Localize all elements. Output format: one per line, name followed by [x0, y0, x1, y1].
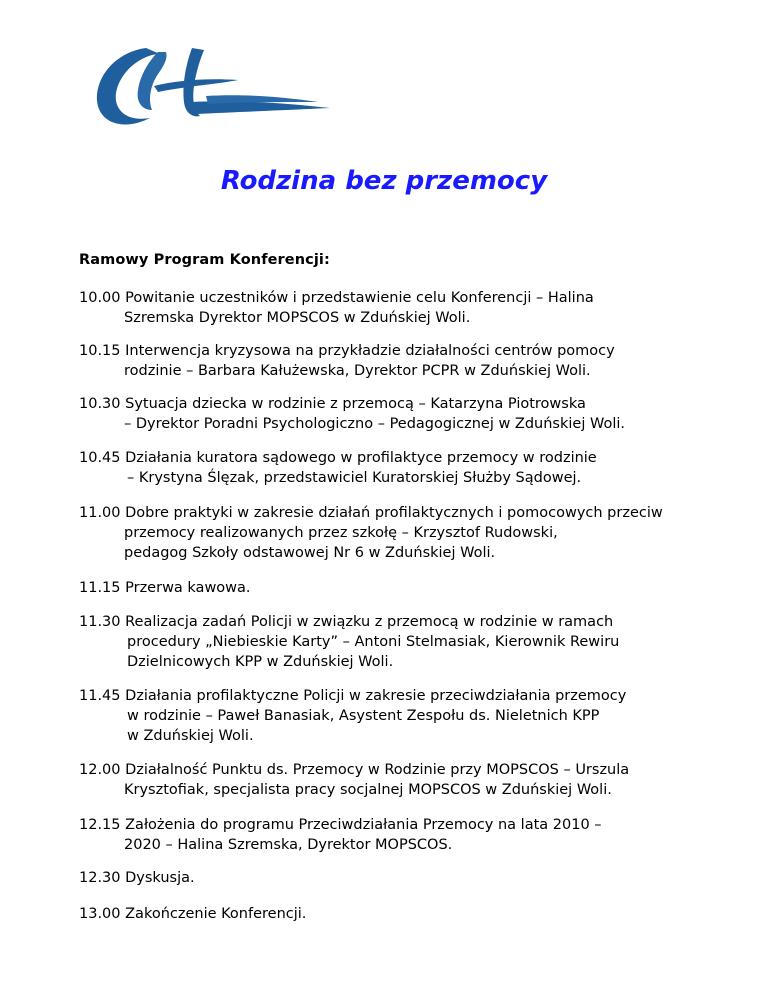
logo-brush-mark [88, 40, 333, 140]
program-item: 11.15 Przerwa kawowa. [79, 580, 251, 596]
program-item: 11.30 Realizacja zadań Policji w związku z przemocą w rodzinie w ramach procedury „Niebieskie Karty” – Antoni Stelmasiak, Kierownik Rewiru Dzielnicowych KPP w Zduńskiej Woli. [79, 614, 620, 670]
program-item: 12.15 Założenia do programu Przeciwdziałania Przemocy na lata 2010 – 2020 – Halina Szremska, Dyrektor MOPSCOS. [79, 817, 602, 853]
program-item: 10.45 Działania kuratora sądowego w profilaktyce przemocy w rodzinie – Krystyna Ślęzak, przedstawiciel Kuratorskiej Służby Sądowej. [79, 450, 597, 486]
document-title: Rodzina bez przemocy [220, 166, 548, 196]
program-item: 10.15 Interwencja kryzysowa na przykładzie działalności centrów pomocy rodzinie – Barbara Kałużewska, Dyrektor PCPR w Zduńskiej Woli. [79, 343, 615, 379]
program-item: 10.30 Sytuacja dziecka w rodzinie z przemocą – Katarzyna Piotrowska – Dyrektor Poradni Psychologiczno – Pedagogicznej w Zduńskiej Woli. [79, 396, 626, 432]
program-item: 13.00 Zakończenie Konferencji. [79, 906, 307, 922]
program-item: 12.30 Dyskusja. [79, 870, 195, 886]
program-item: 10.00 Powitanie uczestników i przedstawienie celu Konferencji – Halina Szremska Dyrektor MOPSCOS w Zduńskiej Woli. [79, 290, 594, 326]
program-item: 12.00 Działalność Punktu ds. Przemocy w Rodzinie przy MOPSCOS – Urszula Krysztofiak, specjalista pracy socjalnej MOPSCOS w Zduńskiej Woli. [79, 762, 630, 798]
program-heading: Ramowy Program Konferencji: [79, 252, 330, 268]
program-item: 11.45 Działania profilaktyczne Policji w zakresie przeciwdziałania przemocy w rodzinie – Paweł Banasiak, Asystent Zespołu ds. Nieletnich KPP w Zduńskiej Woli. [79, 688, 627, 744]
program-item: 11.00 Dobre praktyki w zakresie działań profilaktycznych i pomocowych przeciw przemocy realizowanych przez szkołę – Krzysztof Rudowski, pedagog Szkoły odstawowej Nr 6 w Zduńskiej Woli. [79, 505, 663, 561]
